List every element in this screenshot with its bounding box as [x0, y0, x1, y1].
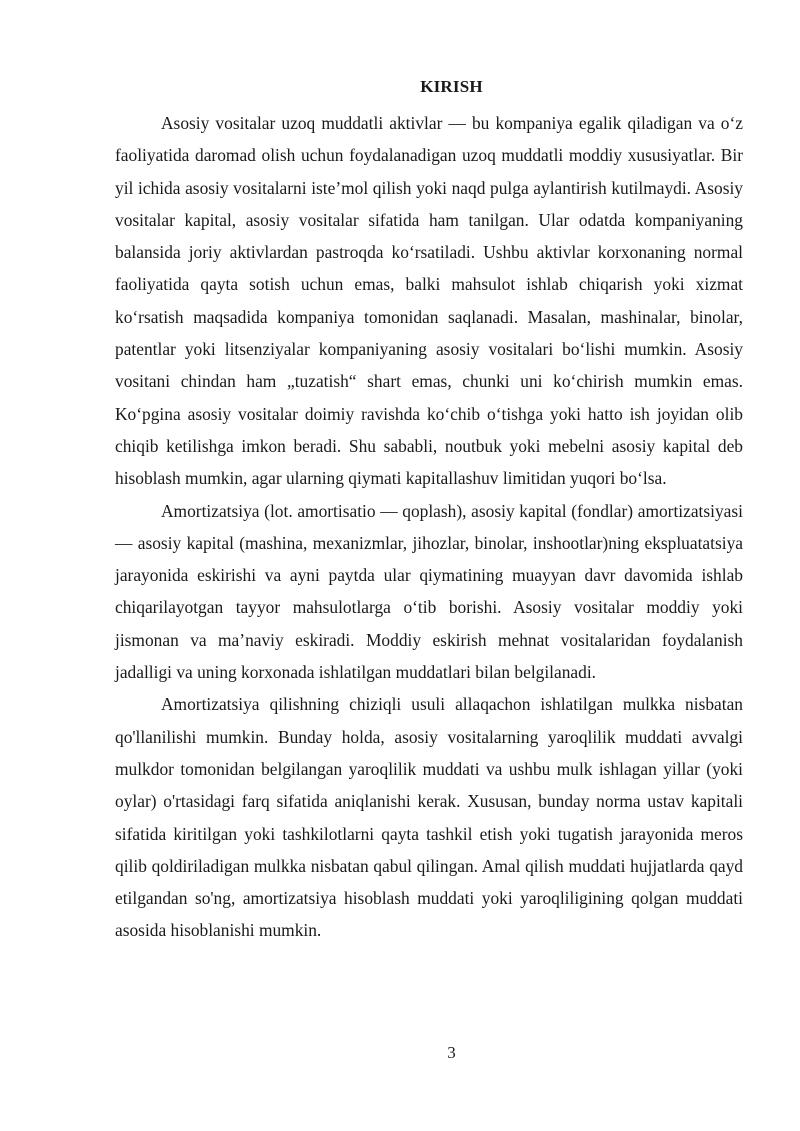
body-text [115, 107, 743, 947]
paragraph-fixed-assets: Asosiy vositalar uzoq muddatli aktivlar — bu kompaniya egalik qiladigan va o‘z faoliyatida daromad olish uchun foydalanadigan uzoq muddatli moddiy xususiyatlar. Bir yil ichida asosiy vositalarni iste’mol qilish yoki naqd pulga aylantirish kutilmaydi. Asosiy vositalar kapital, asosiy vositalar sifatida ham tanilgan. Ular odatda kompaniyaning balansida joriy aktivlardan pastroqda ko‘rsatiladi. Ushbu aktivlar korxonaning normal faoliyatida qayta sotish uchun emas, balki mahsulot ishlab chiqarish yoki xizmat ko‘rsatish maqsadida kompaniya tomonidan saqlanadi. Masalan, mashinalar, binolar, patentlar yoki litsenziyalar kompaniyaning asosiy vositalari bo‘lishi mumkin. Asosiy vositani chindan ham „tuzatish“ shart emas, chunki uni ko‘chirish mumkin emas. Ko‘pgina asosiy vositalar doimiy ravishda ko‘chib o‘tishga yoki hatto ish joyidan olib chiqib ketilishga imkon beradi. Shu sababli, noutbuk yoki mebelni asosiy kapital deb hisoblash mumkin, agar ularning qiymati kapitallashuv limitidan yuqori bo‘lsa. [115, 113, 743, 489]
page-number: 3 [447, 1043, 456, 1062]
paragraph-amortization-definition: Amortizatsiya (lot. amortisatio — qoplash), asosiy kapital (fondlar) amortizatsiyasi — asosiy kapital (mashina, mexanizmlar, jihozlar, binolar, inshootlar)ning ekspluatatsiya jarayonida eskirishi va ayni paytda ular qiymatining muayyan davr davomida ishlab chiqarilayotgan tayyor mahsulotlarga o‘tib borishi. Asosiy vositalar moddiy yoki jismonan va ma’naviy eskiradi. Moddiy eskirish mehnat vositalaridan foydalanish jadalligi va uning korxonada ishlatilgan muddatlari bilan belgilanadi. [115, 500, 743, 683]
section-heading: KIRISH [420, 77, 483, 96]
paragraph-straight-line-method: Amortizatsiya qilishning chiziqli usuli allaqachon ishlatilgan mulkka nisbatan qo'llanilishi mumkin. Bunday holda, asosiy vositalarning yaroqlilik muddati avvalgi mulkdor tomonidan belgilangan yaroqlilik muddati va ushbu mulk ishlagan yillar (yoki oylar) o'rtasidagi farq sifatida aniqlanishi kerak. Xususan, bunday norma ustav kapitali sifatida kiritilgan yoki tashkilotlarni qayta tashkil etish yoki tugatish jarayonida meros qilib qoldiriladigan mulkka nisbatan qabul qilingan. Amal qilish muddati hujjatlarda qayd etilgandan so'ng, amortizatsiya hisoblash muddati yoki yaroqliligining qolgan muddati asosida hisoblanishi mumkin. [115, 694, 743, 941]
